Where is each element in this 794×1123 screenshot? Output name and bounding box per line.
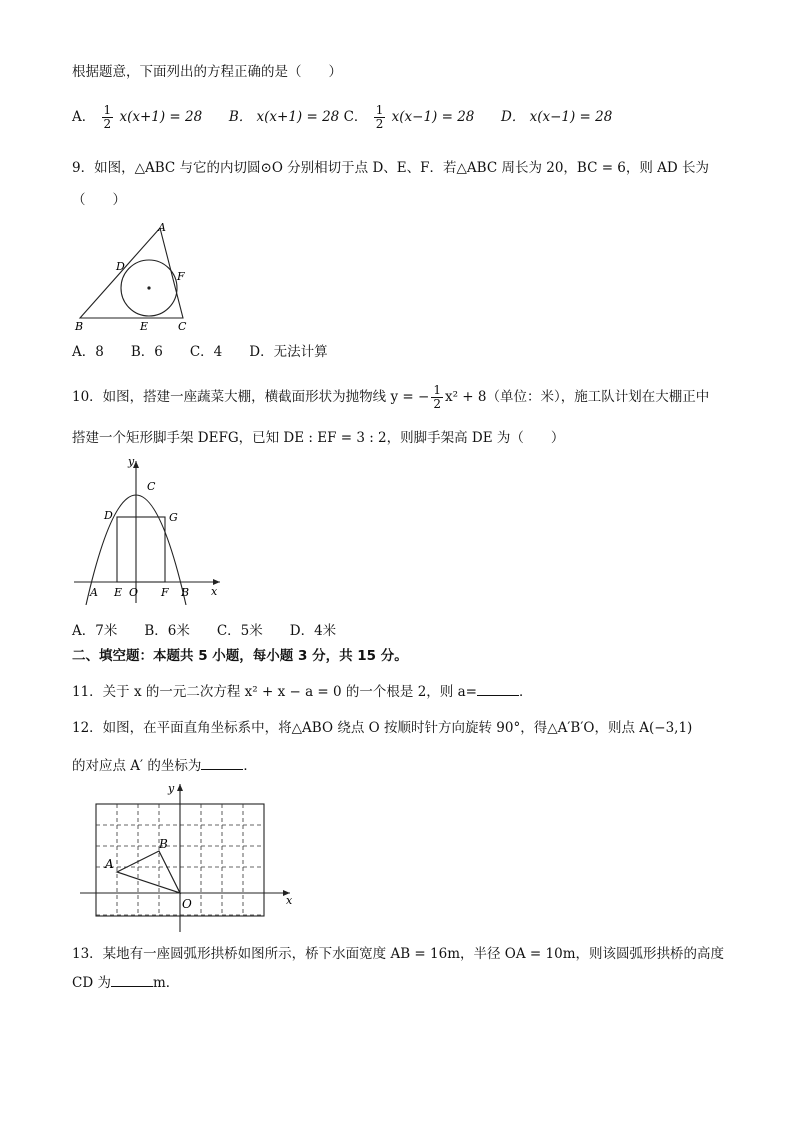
q8-option-d: D． x(x−1) = 28 bbox=[500, 109, 613, 125]
q10-figure bbox=[70, 455, 230, 605]
section-2-title: 二、填空题：本题共 5 小题，每小题 3 分，共 15 分。 bbox=[72, 648, 408, 664]
q10-stem bbox=[72, 384, 709, 411]
q8-option-c-fraction: $\frac{1}{2}$ bbox=[375, 103, 384, 131]
q11-text: 11．关于 x 的一元二次方程 x² + x − a = 0 的一个根是 2，则 a= bbox=[72, 684, 477, 700]
q10-label-d: D bbox=[104, 509, 113, 522]
q10-label-g: G bbox=[169, 511, 178, 524]
q9-triangle bbox=[80, 228, 183, 318]
q8-option-a-label: A． bbox=[72, 109, 96, 125]
q9-options: A．8 B．6 C．4 D．无法计算 bbox=[72, 344, 328, 360]
q9-label-c: C bbox=[178, 320, 187, 333]
q13-line2 bbox=[72, 972, 179, 993]
q13-line1: 13．某地有一座圆弧形拱桥如图所示，桥下水面宽度 AB = 16m，半径 OA = 10m，则该圆弧形拱桥的高度 bbox=[72, 946, 724, 962]
q8-option-b: B． x(x+1) = 28 bbox=[228, 109, 340, 125]
q12-label-x: x bbox=[286, 894, 293, 907]
q12-y-arrow bbox=[177, 784, 183, 791]
q8-option-c-label: C． bbox=[343, 109, 368, 125]
q9-stem: 9．如图，△ABC 与它的内切圆⊙O 分别相切于点 D、E、F．若△ABC 周长为 20，BC = 6，则 AD 长为 bbox=[72, 160, 710, 176]
q11-answer-blank[interactable] bbox=[477, 681, 519, 696]
q11 bbox=[72, 681, 532, 702]
q12-triangle-abo bbox=[117, 851, 180, 893]
q9-paren: （ ） bbox=[72, 192, 126, 208]
q12-line2-text: 的对应点 A′ 的坐标为 bbox=[72, 758, 202, 774]
q12-line2 bbox=[72, 755, 257, 776]
q8-option-a-fraction: $\frac{1}{2}$ bbox=[103, 103, 112, 131]
q10-label-a: A bbox=[90, 586, 98, 599]
q9-center-point bbox=[147, 286, 150, 289]
q10-stem-post: x² + 8（单位：米），施工队计划在大棚正中 bbox=[444, 389, 710, 405]
q9-label-f: F bbox=[177, 270, 185, 283]
q10-line2: 搭建一个矩形脚手架 DEFG，已知 DE : EF = 3 : 2，则脚手架高 DE 为（ ） bbox=[72, 430, 565, 446]
q12-label-b: B bbox=[159, 837, 168, 851]
q12-end: ． bbox=[243, 758, 257, 774]
q13-end: m． bbox=[152, 975, 180, 991]
q8-option-a-expression: x(x+1) = 28 bbox=[119, 109, 203, 125]
q10-options: A．7米 B．6米 C．5米 D．4米 bbox=[72, 623, 337, 639]
q10-label-o: O bbox=[129, 586, 139, 599]
q9-figure bbox=[70, 218, 200, 338]
q10-label-c: C bbox=[147, 480, 156, 493]
q9-label-b: B bbox=[75, 320, 84, 333]
q8-option-c-expression: x(x−1) = 28 bbox=[391, 109, 475, 125]
q12-answer-blank[interactable] bbox=[201, 755, 243, 770]
q12-figure bbox=[70, 780, 300, 940]
q10-label-e: E bbox=[114, 586, 123, 599]
q9-label-a: A bbox=[158, 221, 166, 234]
q12-line1: 12．如图，在平面直角坐标系中，将△ABO 绕点 O 按顺时针方向旋转 90°，得△A′B′O，则点 A(−3,1) bbox=[72, 720, 693, 736]
q13-answer-blank[interactable] bbox=[111, 972, 153, 987]
q10-rectangle-defg bbox=[117, 517, 165, 582]
q12-label-o: O bbox=[182, 897, 192, 911]
q12-label-a: A bbox=[105, 857, 114, 871]
q10-stem-pre: 10．如图，搭建一座蔬菜大棚，横截面形状为抛物线 y = − bbox=[72, 389, 430, 405]
q11-end: ． bbox=[518, 684, 533, 700]
q10-label-y: y bbox=[128, 455, 135, 468]
q9-label-d: D bbox=[116, 260, 125, 273]
q10-label-x: x bbox=[211, 585, 218, 598]
q10-label-f: F bbox=[161, 586, 169, 599]
q8-options bbox=[72, 104, 612, 131]
q10-fraction: $\frac{1}{2}$ bbox=[433, 383, 441, 411]
q8-stem: 根据题意，下面列出的方程正确的是（ ） bbox=[72, 64, 342, 80]
q9-label-e: E bbox=[140, 320, 149, 333]
q10-label-b: B bbox=[181, 586, 190, 599]
q13-line2-text: CD 为 bbox=[72, 975, 111, 991]
q12-label-y: y bbox=[168, 782, 175, 795]
